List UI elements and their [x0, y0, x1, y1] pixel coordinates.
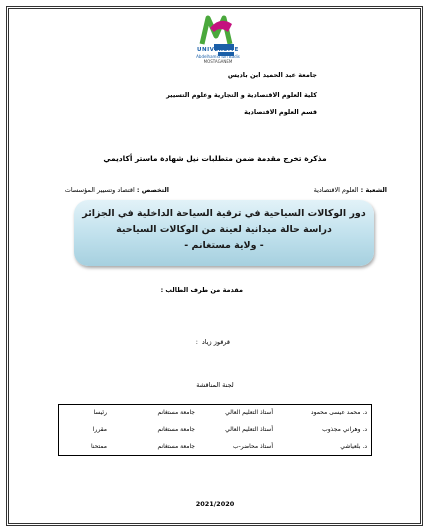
university-name: جامعة عبد الحميد ابن باديس	[227, 71, 317, 79]
jury-role: مقررا	[92, 426, 107, 433]
faculty-name: كلية العلوم الاقتصادية و التجارية وعلوم التسيير	[166, 91, 317, 99]
logo-sub-name: Abdelhamid Ibn Badis	[196, 53, 240, 59]
specialization-field	[65, 186, 169, 194]
logo-arabic-sub: MOSTAGANEM	[203, 58, 233, 64]
specialization-value: اقتصاد وتسيير المؤسسات	[64, 186, 135, 194]
academic-year: 2021/2020	[195, 500, 235, 508]
memo-title: مذكرة تخرج مقدمة ضمن متطلبات نيل شهادة ماستر أكاديمي	[103, 154, 327, 163]
student-colon: :	[195, 338, 198, 346]
committee-title: لجنة المناقشة	[196, 381, 234, 389]
jury-role: رئيسا	[93, 409, 107, 416]
jury-name: د. بلعياشي	[340, 443, 367, 450]
branch-value: العلوم الاقتصادية	[313, 186, 359, 194]
jury-university: جامعة مستغانم	[157, 409, 195, 416]
jury-university: جامعة مستغانم	[157, 426, 195, 433]
specialization-label: التخصص :	[136, 186, 169, 194]
jury-name: د. وهراني مجذوب	[322, 426, 367, 433]
department-name: قسم العلوم الاقتصادية	[244, 108, 317, 116]
jury-university: جامعة مستغانم	[157, 443, 195, 450]
jury-rank: أستاذ محاضر-ب	[232, 443, 273, 450]
jury-name: د. محمد عيسى محمود	[310, 409, 367, 416]
thesis-title-line-1: دور الوكالات السياحية في ترقية السياحة الداخلية في الجزائر	[82, 208, 366, 219]
thesis-title-box	[74, 200, 374, 266]
table-row	[59, 405, 371, 422]
table-row	[59, 422, 371, 439]
branch-label: الشعبة :	[360, 186, 387, 194]
thesis-title-line-3: - ولاية مستغانم -	[184, 240, 264, 251]
table-row	[59, 439, 371, 456]
thesis-title-line-2: دراسة حالة ميدانية لعينة من الوكالات السياحية	[116, 224, 332, 235]
jury-rank: أستاذ التعليم العالي	[225, 426, 273, 433]
presented-by-label: مقدمة من طرف الطالب :	[160, 286, 243, 294]
logo-caption	[168, 48, 268, 64]
logo-university-name: UNIVERSITE	[197, 47, 239, 53]
branch-field	[314, 186, 387, 194]
student-name: قرقوز زياد	[201, 338, 230, 346]
jury-rank: أستاذ التعليم العالي	[225, 409, 273, 416]
jury-role: ممتحنا	[90, 443, 107, 450]
jury-table	[58, 404, 372, 456]
